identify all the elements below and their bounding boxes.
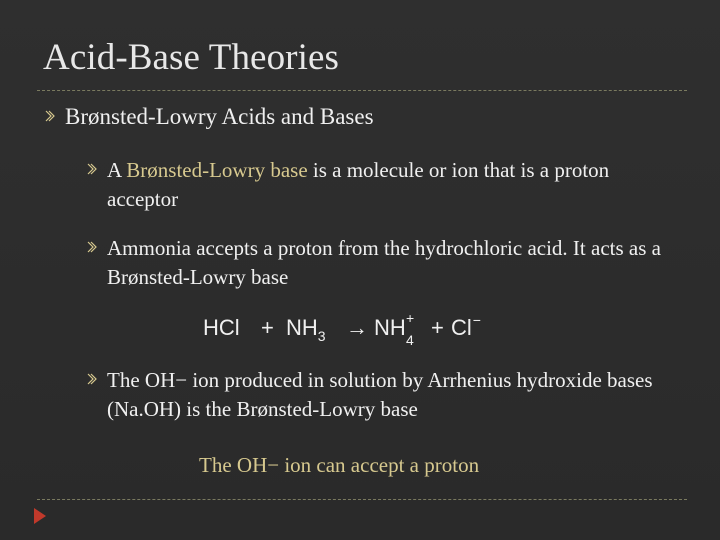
reactant-nh3: $NH_3$	[286, 315, 326, 344]
bullet-ammonia	[85, 234, 685, 292]
product-nh4: NH + 4	[374, 310, 415, 348]
chemical-equation	[203, 310, 483, 351]
equation-plus: +	[431, 315, 444, 340]
bottom-divider	[37, 499, 687, 500]
highlighted-term: Brønsted-Lowry base	[126, 158, 308, 182]
bullet-suffix: is a molecule or ion that is a proton acceptor	[107, 158, 610, 211]
reactant-hcl: HCl	[203, 315, 240, 340]
bullet-prefix: A	[107, 158, 127, 182]
hydroxide-note: The OH− ion can accept a proton	[199, 453, 480, 477]
equation-plus: +	[261, 315, 274, 340]
bullet-icon	[85, 366, 99, 385]
bullet-proton-acceptor	[85, 156, 685, 214]
slide-title: Acid-Base Theories	[43, 37, 339, 78]
bullet-text: Ammonia accepts a proton from the hydrochloric acid. It acts as a Brønsted-Lowry base	[107, 236, 661, 289]
product-cl: Cl−	[451, 312, 481, 340]
bullet-text: The OH− ion produced in solution by Arrhenius hydroxide bases (Na.OH) is the Brønsted-Lowry base	[107, 368, 653, 421]
bullet-icon	[85, 156, 99, 175]
level1-bullet	[43, 103, 374, 131]
top-divider	[37, 90, 687, 91]
bullet-text	[107, 156, 682, 214]
bullet-icon	[43, 103, 57, 122]
level1-text: Brønsted-Lowry Acids and Bases	[65, 104, 374, 129]
bullet-icon	[85, 234, 99, 253]
equation-arrow: →	[346, 315, 368, 340]
bullet-hydroxide	[85, 366, 685, 424]
play-arrow-icon[interactable]	[33, 507, 47, 525]
